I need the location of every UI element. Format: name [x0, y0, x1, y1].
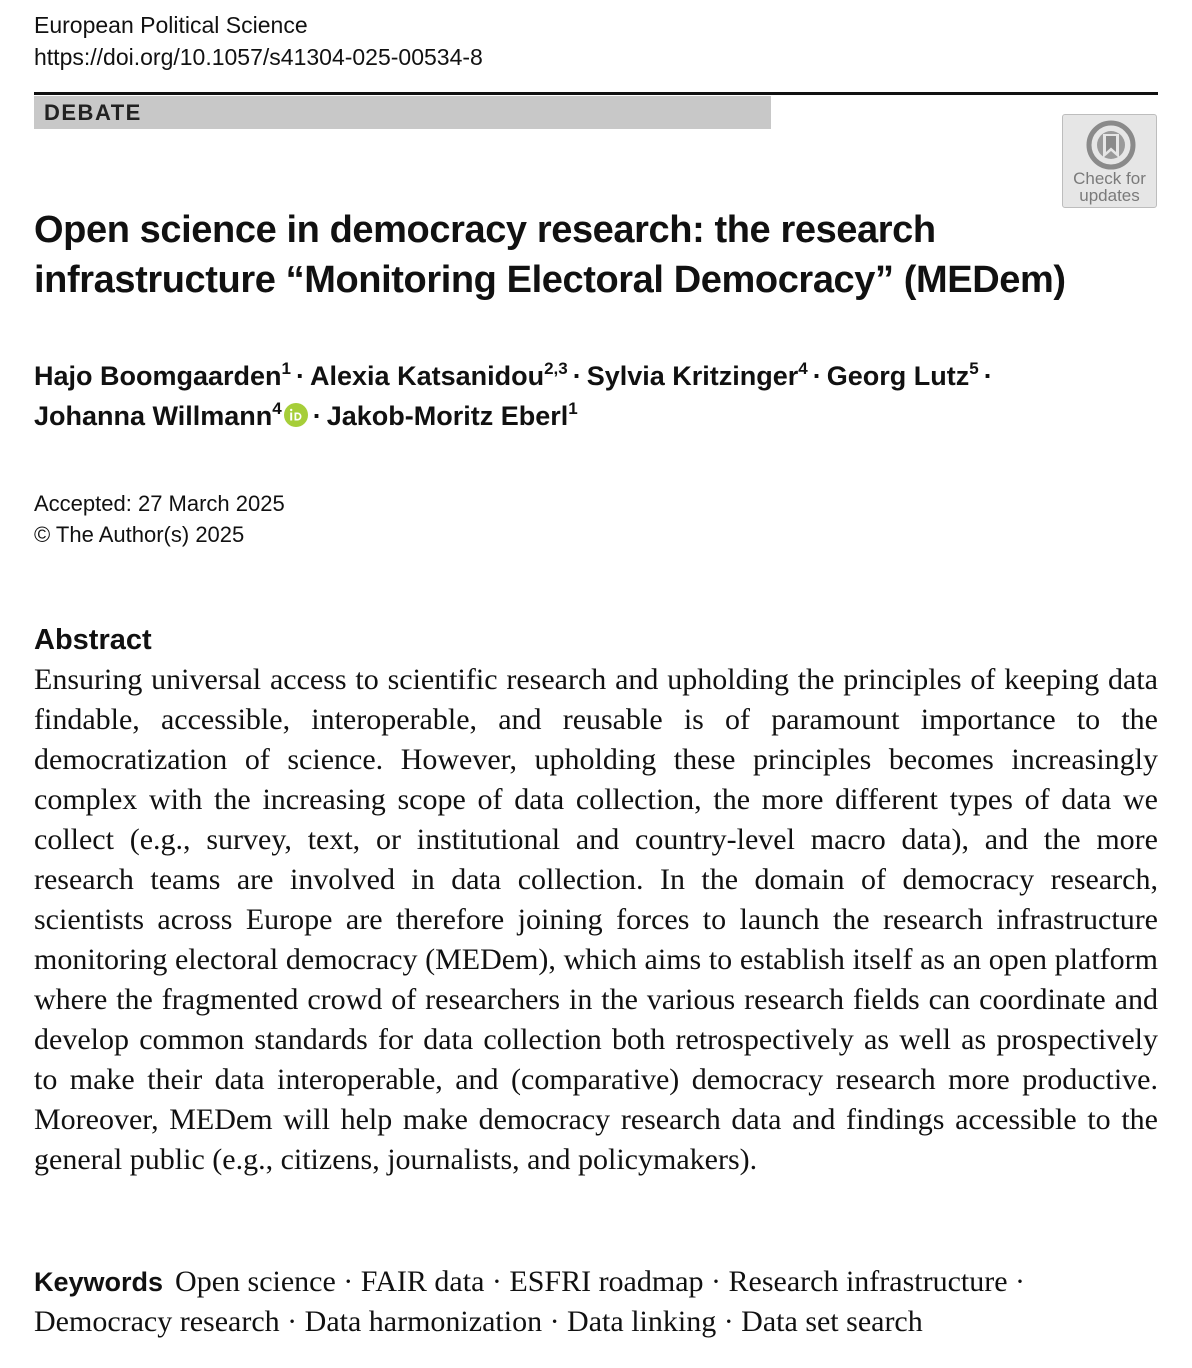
author-list [34, 356, 1158, 436]
author-separator: · [296, 361, 306, 391]
author-separator: · [312, 401, 322, 431]
header-rule [34, 92, 1158, 95]
author[interactable] [34, 401, 282, 431]
author-separator: · [983, 361, 993, 391]
author[interactable] [827, 361, 979, 391]
abstract-heading: Abstract [34, 624, 152, 656]
title-line-1: Open science in democracy research: the research [34, 209, 936, 251]
check-line-2: updates [1079, 186, 1140, 205]
author-name: Sylvia Kritzinger [586, 361, 799, 391]
author-affiliation: 2,3 [544, 359, 568, 378]
author-separator: · [812, 361, 822, 391]
author-affiliation: 4 [798, 359, 808, 378]
keywords-label: Keywords [34, 1267, 164, 1297]
author-name: Georg Lutz [826, 361, 970, 391]
author-name: Johanna Willmann [34, 401, 273, 431]
author-name: Alexia Katsanidou [310, 361, 545, 391]
check-for-updates-badge[interactable] [1062, 114, 1157, 208]
keywords [34, 1262, 1158, 1342]
author-name: Jakob-Moritz Eberl [326, 401, 569, 431]
title-line-2: infrastructure “Monitoring Electoral Democracy” (MEDem) [34, 259, 1066, 301]
author-affiliation: 4 [272, 399, 282, 418]
keywords-line-1: Open science · FAIR data · ESFRI roadmap · Research infrastructure · [175, 1265, 1026, 1298]
abstract-text: Ensuring universal access to scientific research and upholding the principles of keeping data findable, accessible, interoperable, and reusable is of paramount importance to the democratization of science. However, upholding these principles becomes increasingly complex with the increasing scope of data collection, the more different types of data we collect (e.g., survey, text, or institutional and country-level macro data), and the more research teams are involved in data collection. In the domain of democracy research, scientists across Europe are therefore joining forces to launch the research infrastructure monitoring electoral democracy (MEDem), which aims to establish itself as an open platform where the fragmented crowd of researchers in the various research fields can coordinate and develop common standards for data collection both retrospectively as well as prospectively to make their data interoperable, and (comparative) democracy research more productive. Moreover, MEDem will help make democracy research data and findings accessible to the general public (e.g., citizens, journalists, and policymakers). [34, 663, 1158, 1176]
orcid-icon[interactable] [284, 403, 308, 427]
check-line-1: Check for [1073, 169, 1146, 188]
author[interactable] [327, 401, 578, 431]
author-affiliation: 1 [568, 399, 578, 418]
author-name: Hajo Boomgaarden [34, 361, 282, 391]
keywords-line-2: Democracy research · Data harmonization · Data linking · Data set search [34, 1305, 923, 1338]
check-for-updates-icon [1086, 120, 1136, 170]
journal-name: European Political Science [34, 12, 308, 38]
copyright-notice: © The Author(s) 2025 [34, 522, 245, 547]
section-label: DEBATE [44, 100, 142, 125]
accepted-date: Accepted: 27 March 2025 [34, 491, 285, 516]
author-separator: · [572, 361, 582, 391]
author[interactable] [34, 361, 291, 391]
author[interactable] [587, 361, 808, 391]
article-title [34, 205, 1134, 305]
check-for-updates-text [1063, 170, 1156, 204]
author-affiliation: 1 [281, 359, 292, 378]
author[interactable] [310, 361, 568, 391]
doi-link[interactable]: https://doi.org/10.1057/s41304-025-00534-8 [34, 44, 483, 70]
section-label-bar [34, 96, 771, 129]
author-affiliation: 5 [969, 359, 979, 378]
